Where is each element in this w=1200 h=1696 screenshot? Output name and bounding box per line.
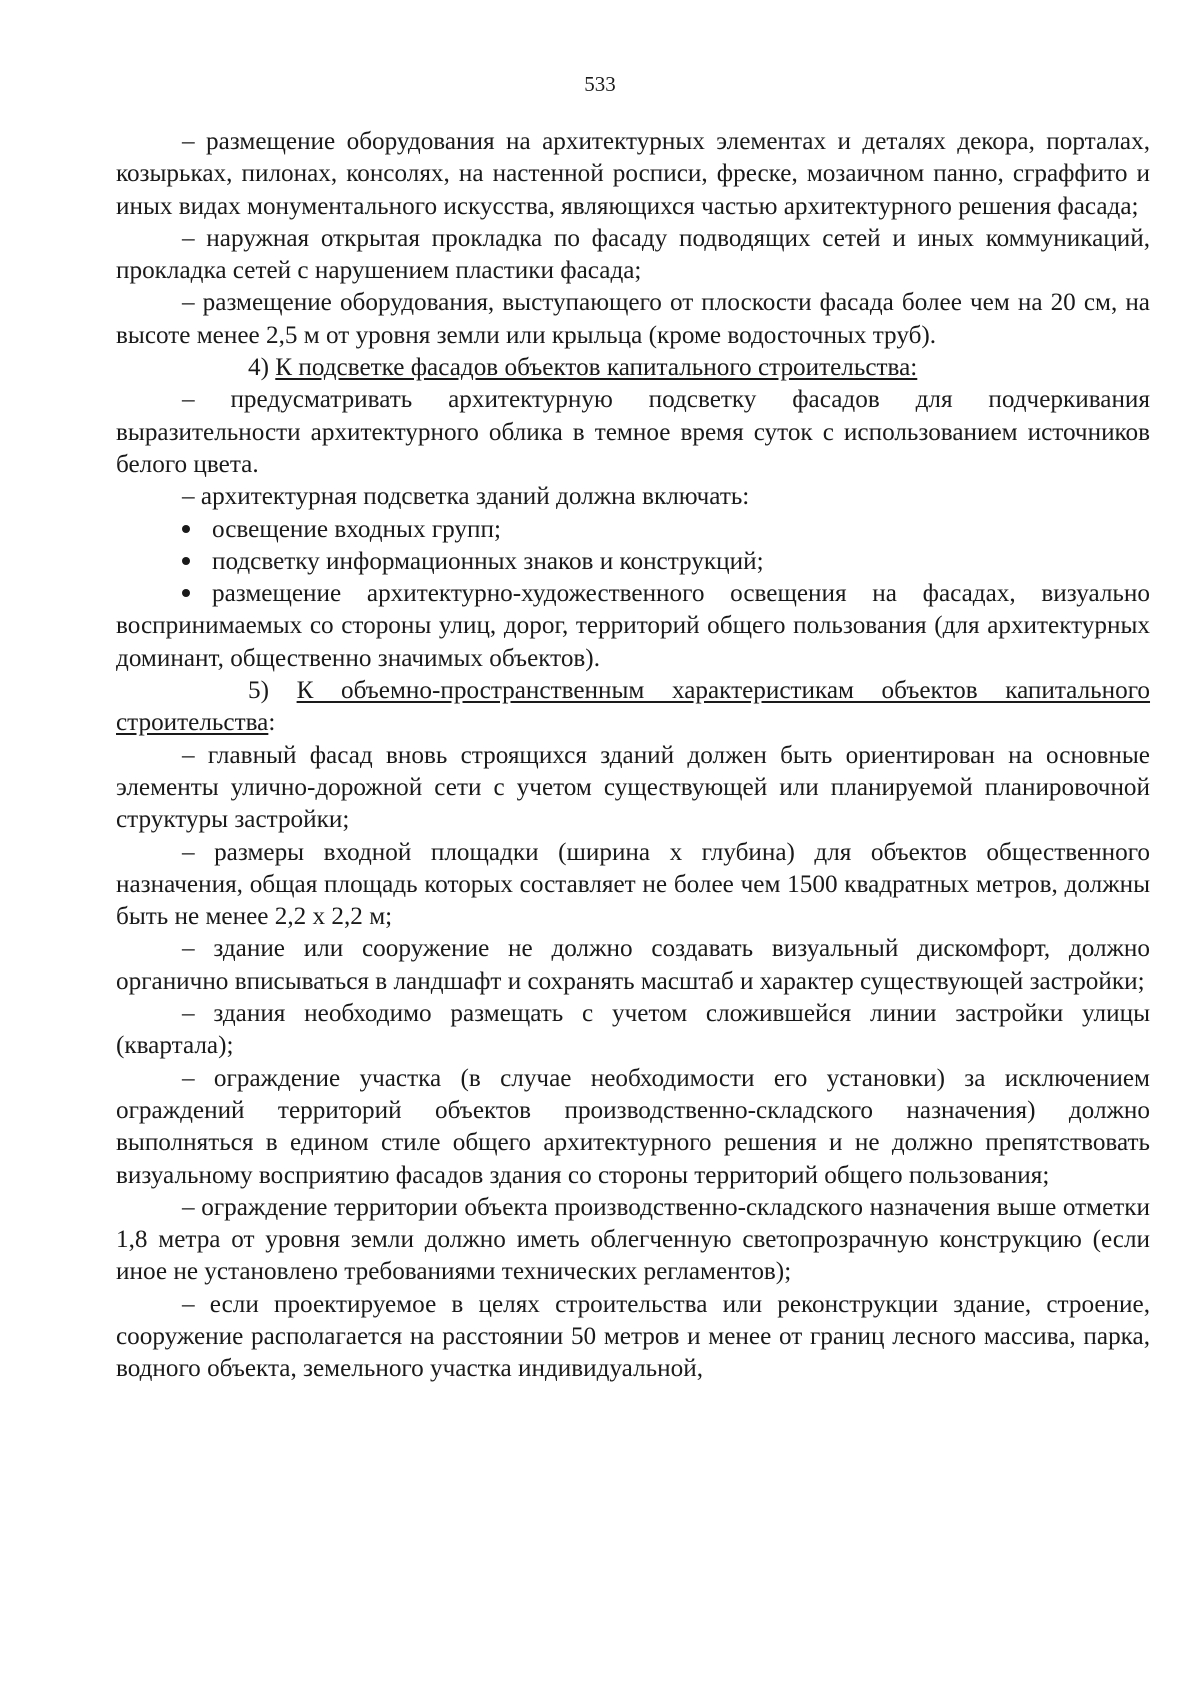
bullet-icon <box>182 525 190 533</box>
paragraph-equipment-on-decor: – размещение оборудования на архитектурных элементах и деталях декора, порталах, козырьках, пилонах, консолях, на настенной росписи, фреске, мозаичном панно, сграффито и иных видах монументального искусства, являющихся частью архитектурного решения фасада; <box>116 128 1150 220</box>
paragraph-industrial-fence: – ограждение территории объекта производственно-складского назначения выше отметки 1,8 метра от уровня земли должно иметь облегченную светопрозрачную конструкцию (если иное не установлено требованиями технических регламентов); <box>116 1193 1150 1286</box>
bullet-icon <box>182 589 190 597</box>
list-item <box>116 578 1150 675</box>
paragraph-main-facade: – главный фасад вновь строящихся зданий должен быть ориентирован на основные элементы улично-дорожной сети с учетом существующей или планируемой планировочной структуры застройки; <box>116 741 1150 834</box>
list-item-text: подсветку информационных знаков и конструкций; <box>212 547 764 575</box>
paragraph-visual-comfort: – здание или сооружение не должно создавать визуальный дискомфорт, должно органично вписываться в ландшафт и сохранять масштаб и характер существующей застройки; <box>116 935 1150 995</box>
list-item <box>116 546 1150 578</box>
list-item <box>116 514 1150 546</box>
list-item-text: освещение входных групп; <box>212 515 501 543</box>
body-text <box>116 126 1150 1386</box>
paragraph-distance-50m: – если проектируемое в целях строительства или реконструкции здание, строение, сооружение располагается на расстоянии 50 метров и менее от границ лесного массива, парка, водного объекта, земельного участка индивидуальной, <box>116 1290 1150 1383</box>
paragraph-lighting-includes: – архитектурная подсветка зданий должна включать: <box>182 483 750 511</box>
section-number: 4) <box>248 354 269 382</box>
section-title: К подсветке фасадов объектов капитального строительства: <box>275 354 918 382</box>
section-title: К объемно-пространственным характеристикам объектов капитального строительства <box>116 677 1151 737</box>
paragraph-entrance-platform: – размеры входной площадки (ширина х глубина) для объектов общественного назначения, общая площадь которых составляет не более чем 1500 квадратных метров, должны быть не менее 2,2 х 2,2 м; <box>116 838 1150 931</box>
section-heading-lighting <box>116 352 1150 384</box>
paragraph-building-line: – здания необходимо размещать с учетом сложившейся линии застройки улицы (квартала); <box>116 1000 1150 1060</box>
section-title-colon: : <box>268 709 276 737</box>
bullet-icon <box>182 557 190 565</box>
paragraph-external-networks: – наружная открытая прокладка по фасаду подводящих сетей и иных коммуникаций, прокладка сетей с нарушением пластики фасада; <box>116 224 1150 285</box>
paragraph-architectural-lighting: – предусматривать архитектурную подсветку фасадов для подчеркивания выразительности архитектурного облика в темное время суток с использованием источников белого цвета. <box>116 386 1150 478</box>
section-heading-volume <box>116 675 1150 740</box>
section-number: 5) <box>248 677 269 705</box>
paragraph-protruding-equipment: – размещение оборудования, выступающего от плоскости фасада более чем на 20 см, на высоте менее 2,5 м от уровня земли или крыльца (кроме водосточных труб). <box>116 289 1150 349</box>
page-number: 533 <box>584 72 616 96</box>
list-item-text: размещение архитектурно-художественного освещения на фасадах, визуально воспринимаемых со стороны улиц, дорог, территорий общего пользования (для архитектурных доминант, общественно значимых объектов). <box>116 580 1150 672</box>
paragraph-site-fence: – ограждение участка (в случае необходимости его установки) за исключением ограждений территорий объектов производственно-складского назначения) должно выполняться в едином стиле общего архитектурного решения и не должно препятствовать визуальному восприятию фасадов здания со стороны территорий общего пользования; <box>116 1064 1150 1189</box>
